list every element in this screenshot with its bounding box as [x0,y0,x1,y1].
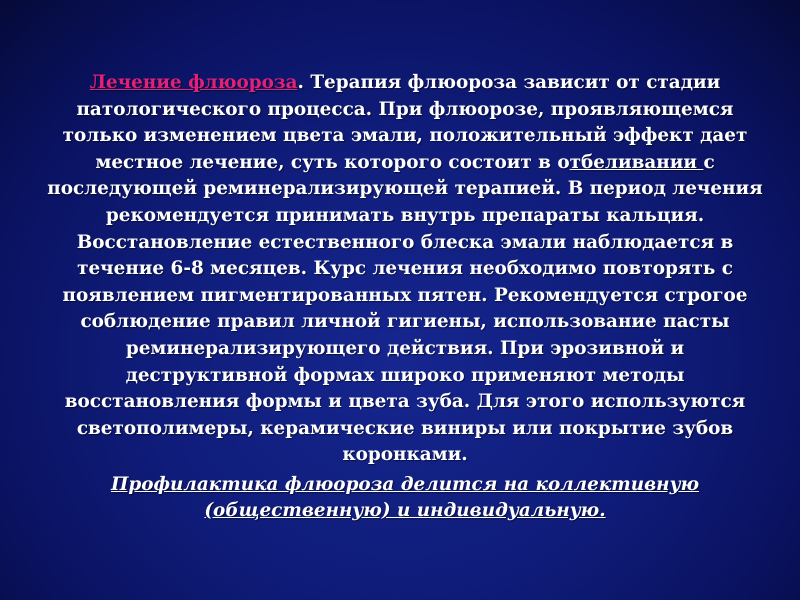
main-paragraph [44,70,766,469]
paragraph-text-start: . Терапия флюороза зависит от стадии патологического процесса. При флюорозе, проявляющемся только изменением цвета эмали, положительный эффект дает местное лечение, суть которого состоит в о [62,72,748,173]
treatment-link[interactable]: Лечение флюороза [89,72,298,93]
underlined-word: тбеливании [569,151,704,173]
prevention-text: Профилактика флюороза делится на коллективную (общественную) и индивидуальную. [110,474,700,521]
paragraph-text-rest: с последующей реминерализирующей терапией. В период лечения рекомендуется принимать внутрь препараты кальция. Восстановление естественного блеска эмали наблюдается в течение 6-8 месяцев. Курс лечения необходимо повторять с появлением пигментированных пятен. Рекомендуется строгое соблюдение правил личной гигиены, использование пасты реминерализирующего действия. При эрозивной и деструктивной формах широко применяют методы восстановления формы и цвета зуба. Для этого используются светополимеры, керамические виниры или покрытие зубов коронками. [47,151,763,466]
